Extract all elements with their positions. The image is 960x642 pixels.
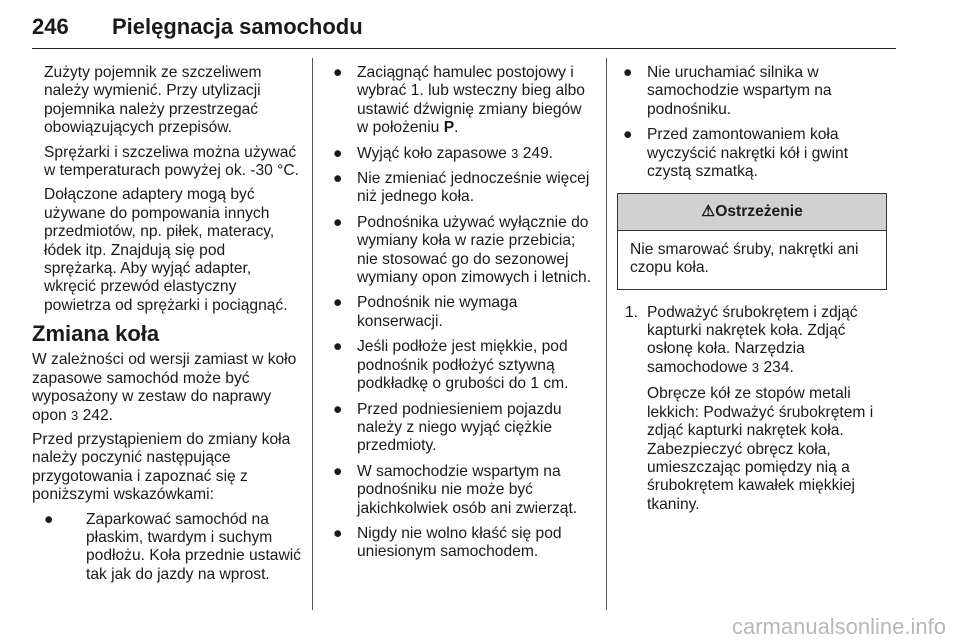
paragraph: Dołączone adaptery mogą być używane do pompowania innych przedmiotów, np. piłek, materacy, łódek itp. Znajdują się pod sprężarką. Aby wyjąć adapter, wkręcić przewód elastyczny powietrza od sprężarki i pociągnąć. <box>44 186 288 314</box>
list-item: ● Jeśli podłoże jest miękkie, pod podnośnik podłożyć sztywną podkładkę o grubości do 1 cm. <box>333 338 569 393</box>
list-item: ● Nigdy nie wolno kłaść się pod uniesionym samochodem. <box>333 524 562 561</box>
list-item: ● W samochodzie wspartym na podnośniku nie może być jakichkolwiek osób ani zwierząt. <box>333 462 578 517</box>
column-divider <box>312 58 313 610</box>
step-text: Podważyć śrubokrętem i zdjąć kapturki nakrętek koła. Zdjąć osłonę koła. Narzędzia samochodowe 3 234. <box>647 303 858 376</box>
page-reference-link[interactable]: 242. <box>82 406 113 424</box>
warning-text: Nie smarować śruby, nakrętki ani czopu koła. <box>630 240 859 277</box>
bullet-list <box>617 64 887 181</box>
page-reference-link[interactable]: 249. <box>522 144 554 162</box>
bullet-icon: ● <box>623 126 633 144</box>
column-right <box>617 64 887 522</box>
list-item: ● Podnośnik nie wymaga konserwacji. <box>333 294 518 330</box>
page-reference-link[interactable]: 234. <box>763 358 794 376</box>
list-item: ● Podnośnika używać wyłącznie do wymiany koła w razie przebicia; nie stosować go do sezonowej wymiany opon zimowych i letnich. <box>333 213 591 287</box>
bullet-list <box>327 64 593 562</box>
column-middle <box>327 64 593 569</box>
column-left <box>32 64 302 591</box>
step-number: 1. <box>625 303 639 321</box>
list-item: ● Zaciągnąć hamulec postojowy i wybrać 1. lub wsteczny bieg albo ustawić dźwignię zmiany biegów w położeniu P. <box>333 64 585 137</box>
watermark: carmanualsonline.info <box>731 614 946 639</box>
bullet-icon: ● <box>623 64 633 81</box>
section-heading: Zmiana koła <box>32 321 160 347</box>
bullet-icon: ● <box>333 294 343 312</box>
bullet-icon: ● <box>333 462 343 480</box>
ref-arrow-icon: 3 <box>71 407 79 423</box>
paragraph: W zależności od wersji zamiast w koło zapasowe samochód może być wyposażony w zestaw do naprawy opon 3 242. <box>32 351 297 424</box>
column-divider <box>606 58 607 610</box>
page-number: 246 <box>32 14 69 39</box>
step-text: Obręcze kół ze stopów metali lekkich: Podważyć śrubokrętem i zdjąć kapturki nakrętek koła. Zabezpieczyć obręcz koła, umieszczając pomiędzy nią a śrubokrętem kawałek miękkiej tkaniny. <box>647 385 874 513</box>
chapter-title: Pielęgnacja samochodu <box>112 14 363 39</box>
list-item: ● Nie zmieniać jednocześnie więcej niż jednego koła. <box>333 170 590 206</box>
ref-arrow-icon: 3 <box>511 145 519 161</box>
bullet-icon: ● <box>333 213 343 231</box>
list-item: ● Przed zamontowaniem koła wyczyścić nakrętki kół i gwint czystą szmatką. <box>623 126 849 181</box>
bullet-icon: ● <box>333 400 343 418</box>
bullet-icon: ● <box>333 144 343 162</box>
list-item: ● Nie uruchamiać silnika w samochodzie wspartym na podnośniku. <box>623 64 832 118</box>
list-item: ● Zaparkować samochód na płaskim, twardym i suchym podłożu. Koła przednie ustawić tak jak do jazdy na wprost. <box>44 510 301 583</box>
bullet-icon: ● <box>333 170 343 188</box>
list-item: ● Wyjąć koło zapasowe 3 249. <box>333 144 554 162</box>
paragraph: Sprężarki i szczeliwa można używać w temperaturach powyżej ok. -30 °C. <box>44 143 299 180</box>
paragraph: Zużyty pojemnik ze szczeliwem należy wymienić. Przy utylizacji pojemnika należy przestrzegać obowiązujących przepisów. <box>44 64 262 137</box>
numbered-step <box>617 304 887 514</box>
ref-arrow-icon: 3 <box>751 359 760 375</box>
bullet-icon: ● <box>44 510 54 528</box>
warning-header: ⚠Ostrzeżenie <box>618 194 886 230</box>
page-header <box>32 10 896 49</box>
warning-icon: ⚠ <box>701 203 716 221</box>
list-item: ● Przed podniesieniem pojazdu należy z niego wyjąć ciężkie przedmioty. <box>333 400 562 455</box>
bullet-icon: ● <box>333 64 343 81</box>
bullet-list <box>32 511 302 585</box>
warning-box <box>617 193 887 289</box>
paragraph: Przed przystąpieniem do zmiany koła należy poczynić następujące przygotowania i zapoznać się z poniższymi wskazówkami: <box>32 430 291 504</box>
bullet-icon: ● <box>333 338 343 356</box>
bullet-icon: ● <box>333 524 343 542</box>
